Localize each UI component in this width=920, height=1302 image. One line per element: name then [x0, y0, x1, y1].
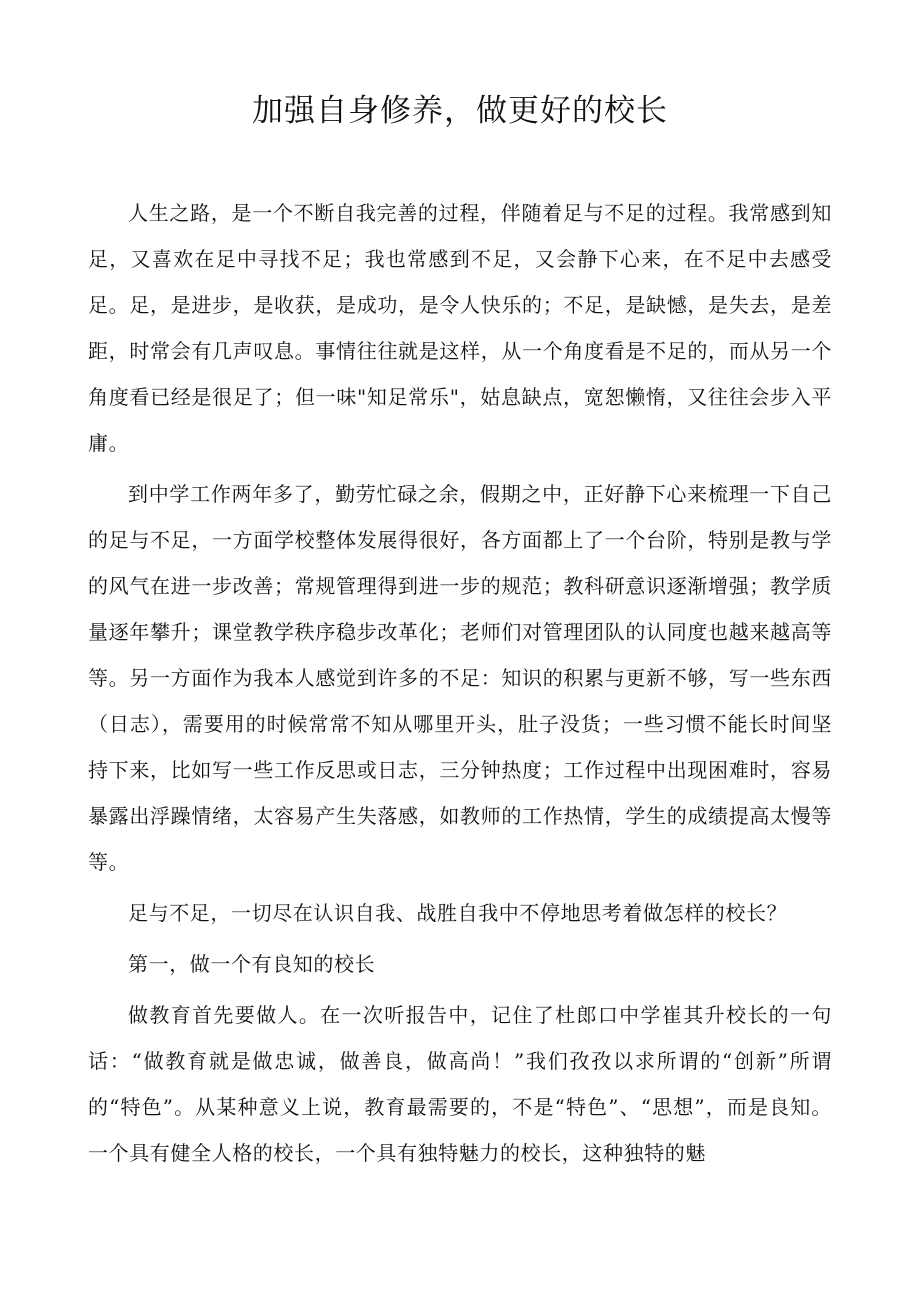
paragraph-4: 做教育首先要做人。在一次听报告中，记住了杜郎口中学崔其升校长的一句话：“做教育就是做忠诚，做善良，做高尚！”我们孜孜以求所谓的“创新”所谓的“特色”。从某种意义上说，教育最需要的，不是“特色”、“思想”，而是良知。一个具有健全人格的校长，一个具有独特魅力的校长，这种独特的魅 — [88, 1003, 832, 1165]
document-title: 加强自身修养，做更好的校长 — [252, 93, 668, 129]
paragraph-1: 人生之路，是一个不断自我完善的过程，伴随着足与不足的过程。我常感到知足，又喜欢在足中寻找不足；我也常感到不足，又会静下心来，在不足中去感受足。足，是进步，是收获，是成功，是令人快乐的；不足，是缺憾，是失去，是差距，时常会有几声叹息。事情往往就是这样，从一个角度看是不足的，而从另一个角度看已经是很足了；但一味"知足常乐"，姑息缺点，宽恕懒惰，又往往会步入平庸。 — [88, 201, 832, 455]
paragraph-3: 足与不足，一切尽在认识自我、战胜自我中不停地思考着做怎样的校长？ — [128, 901, 788, 925]
section-heading-1: 第一，做一个有良知的校长 — [128, 952, 376, 976]
document-body — [88, 190, 832, 1176]
paragraph-2: 到中学工作两年多了，勤劳忙碌之余，假期之中，正好静下心来梳理一下自己的足与不足，一方面学校整体发展得很好，各方面都上了一个台阶，特别是教与学的风气在进一步改善；常规管理得到进一步的规范；教科研意识逐渐增强；教学质量逐年攀升；课堂教学秩序稳步改革化；老师们对管理团队的认同度也越来越高等等。另一方面作为我本人感觉到许多的不足：知识的积累与更新不够，写一些东西（日志），需要用的时候常常不知从哪里开头，肚子没货；一些习惯不能长时间坚持下来，比如写一些工作反思或日志，三分钟热度；工作过程中出现困难时，容易暴露出浮躁情绪，太容易产生失落感，如教师的工作热情，学生的成绩提高太慢等等。 — [88, 482, 832, 874]
